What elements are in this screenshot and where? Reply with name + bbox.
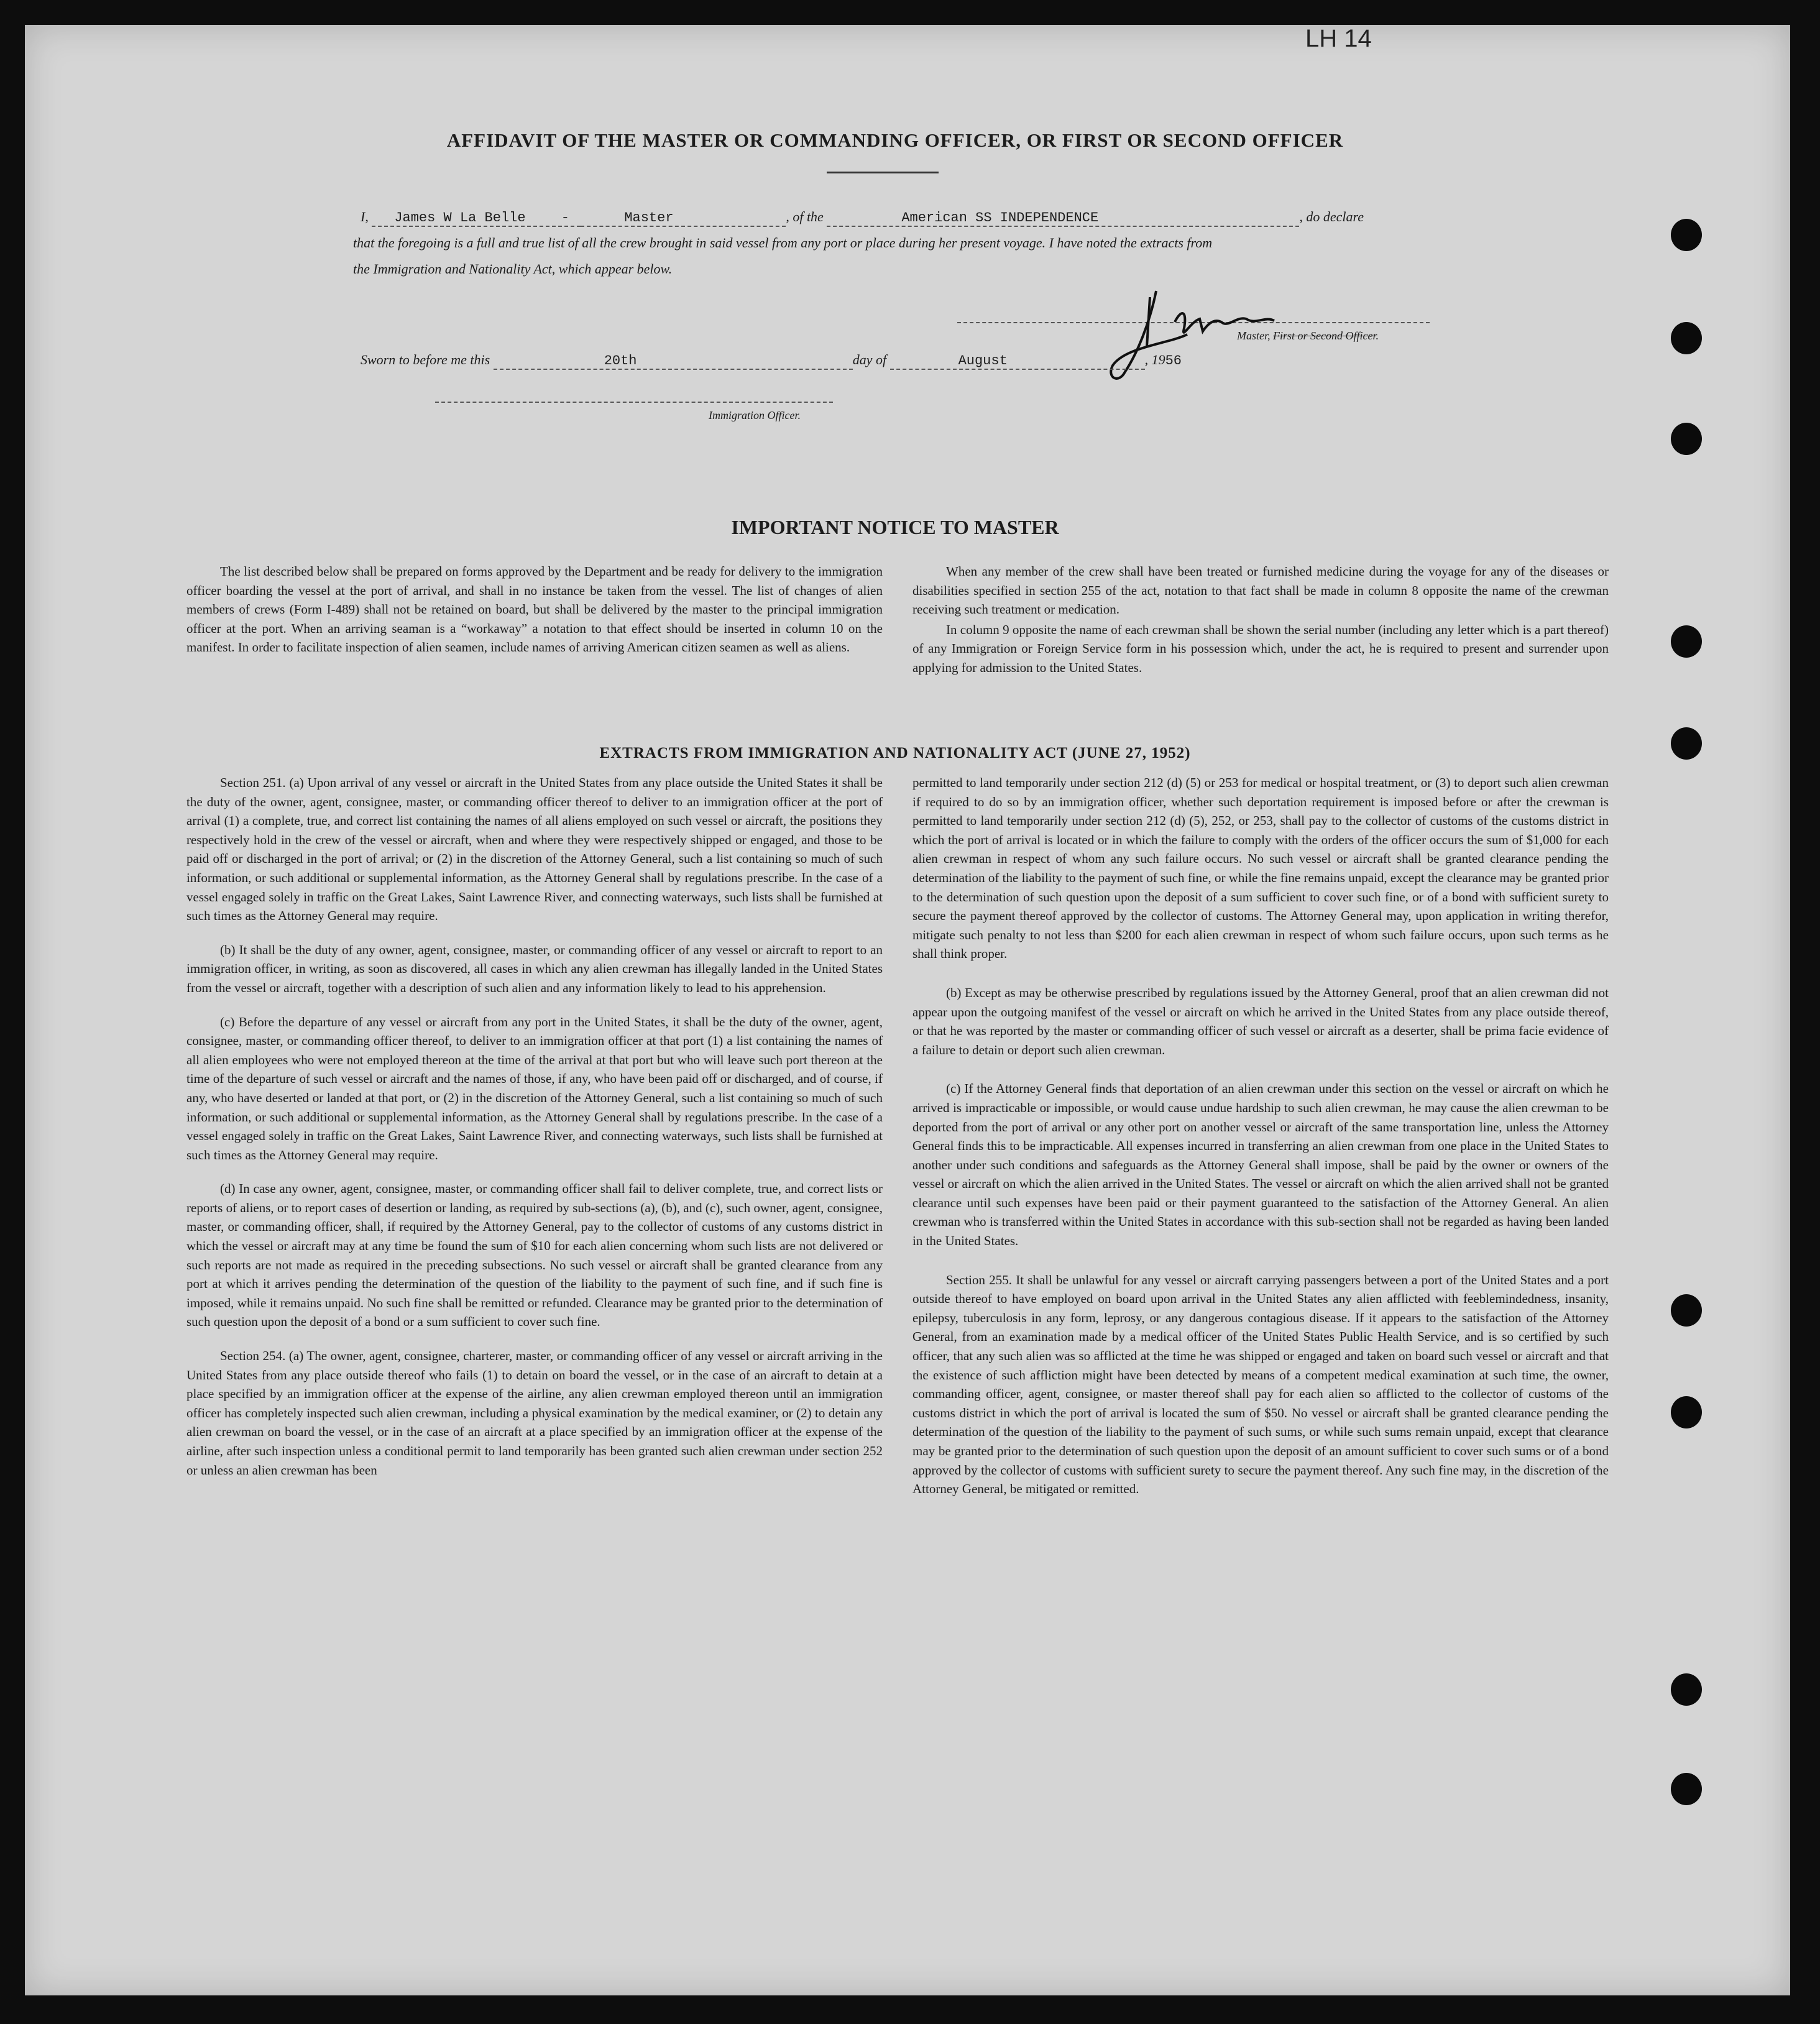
act-paragraph: (b) Except as may be otherwise prescribed by regulations issued by the Attorney General, proof that an alien crewman did not appear upon the outgoing manifest of the vessel or aircraft on which he arrived in the United States from any place outside thereof, or that he was reported by the master or commanding officer of such vessel or aircraft as a deserter, shall be prima facie evidence of a failure to detain or deport such alien crewman. [912,985,1609,1057]
punch-hole [1671,322,1702,354]
year-suffix: 56 [1165,353,1182,369]
act-paragraph: Section 251. (a) Upon arrival of any vessel or aircraft in the United States from any place outside the United States it shall be the duty of the owner, agent, consignee, master, or commanding officer thereof to deliver to an immigration officer at the port of arrival (1) a complete, true, and correct list containing the names of all aliens employed on such vessel or aircraft, the positions they respectively hold in the crew of the vessel or aircraft, when and where they were respectively shipped or engaged, and those to be paid off or discharged in the port of arrival; or (2) in the discretion of the Attorney General, such a list containing so much of such information, or such additional or supplemental information, as the Attorney General shall by regulations prescribe. In the case of a vessel engaged solely in traffic on the Great Lakes, Saint Lawrence River, and connecting waterways, such lists shall be furnished at such times as the Attorney General may require. [186,775,883,924]
sworn-day-value: 20th [604,353,637,369]
notice-paragraph: The list described below shall be prepared on forms approved by the Department and be ready for delivery to the immigration officer boarding the vessel at the port of arrival, and shall in no instance be taken from the vessel. The list of changes of alien members of crews (Form I-489) shall not be retained on board, but shall be delivered by the master to the principal immigration officer at the port. When an arriving seaman is a “workaway” a notation to that effect should be inserted in column 10 on the manifest. In order to facilitate inspection of alien seamen, include names of arriving American citizen seamen as well as aliens. [186,564,883,655]
act-paragraph: (b) It shall be the duty of any owner, agent, consignee, master, or commanding officer of any vessel or aircraft to report to an immigration officer, in writing, as soon as discovered, all cases in which any alien crewman has illegally landed in the United States from the vessel or aircraft, together with a description of such alien and any information likely to lead to his apprehension. [186,942,883,995]
master-name-value: James W La Belle [394,210,526,226]
notice-paragraph: In column 9 opposite the name of each crewman shall be shown the serial number (including any letter which is a part thereof) of any Immigration or Foreign Service form in his possession which, under the act, he is required to present and surrender upon applying for admission to the United States. [912,622,1609,675]
act-paragraph: (c) Before the departure of any vessel or aircraft from any port in the United States, it shall be the duty of the owner, agent, consignee, master, or commanding officer thereof, to deliver to an immigration officer at that port (1) a list containing the names of all alien employees who were not employed thereon at the time of the arrival at that port but who will leave such port thereon at the time of the departure of such vessel or aircraft and the names of those, if any, who have been paid off or discharged, and of course, if any, who have deserted or landed at that port, or (2) in the discretion of the Attorney General, such a list containing so much of such information, or such additional or supplemental information, as the Attorney General shall by regulations prescribe. In the case of a vessel engaged solely in traffic on the Great Lakes, Saint Lawrence River, and connecting waterways, such lists shall be furnished at such times as the Attorney General may require. [186,1014,883,1162]
notice-title: IMPORTANT NOTICE TO MASTER [731,516,1059,538]
act-paragraph: Section 255. It shall be unlawful for any vessel or aircraft carrying passengers between a port of the United States and a port outside thereof to have employed on board upon arrival in the United States any alien afflicted with feeblemindedness, insanity, epilepsy, tuberculosis in any form, leprosy, or any dangerous contagious disease. If it appears to the satisfaction of the Attorney General, from an examination made by a medical officer of the United States Public Health Service, and is so certified by such officer, that any such alien was so afflicted at the time he was shipped or engaged and taken on board such vessel or aircraft and that the existence of such affliction might have been detected by means of a competent medical examination at such time, the owner, commanding officer, agent, consignee, or master thereof shall pay for each alien so afflicted to the collector of customs of the customs district in which the port of arrival is located the sum of $50. No vessel or aircraft shall be granted clearance pending the determination of the question of the liability to the payment of such sums, or while such sums remain unpaid, except that clearance may be granted prior to the determination of such question upon the deposit of an amount sufficient to cover such sums or of a bond approved by the collector of customs with sufficient surety to secure the payment thereof. Any such fine may, in the discretion of the Attorney General, be mitigated or remitted. [912,1272,1609,1497]
punch-hole [1671,423,1702,455]
page-title: AFFIDAVIT OF THE MASTER OR COMMANDING OFFICER, OR FIRST OR SECOND OFFICER [446,129,1344,151]
corner-mark: LH 14 [1305,25,1372,52]
sworn-month-value: August [958,353,1008,369]
punch-hole [1671,727,1702,760]
extracts-left-column [186,773,883,1494]
notice-right-column [912,562,1609,692]
declaration-prefix: I, [361,209,369,224]
punch-hole [1671,1294,1702,1327]
of-the-text: , of the [786,209,824,224]
punch-hole [1671,1773,1702,1805]
sworn-day-field [494,353,853,370]
act-paragraph: Section 254. (a) The owner, agent, consignee, charterer, master, or commanding officer of any vessel or aircraft arriving in the United States from any place outside thereof who fails (1) to detain on board the vessel, or in the case of an aircraft to detain at a place specified by an immigration officer at the expense of the airline, any alien crewman employed thereon until an immigration officer has completely inspected such alien crewman, including a physical examination by the medical examiner, or (2) to detain any alien crewman on board the vessel, or in the case of an aircraft at a place specified by an immigration officer at the expense of the airline, after such inspection unless a conditional permit to land temporarily has been granted such alien crewman under section 252 or unless an alien crewman has been [186,1348,883,1478]
rank-field [581,210,786,227]
vessel-field [827,210,1299,227]
title-divider [827,172,939,173]
declaration-line-3: the Immigration and Nationality Act, which appear below. [353,261,673,277]
master-name-field [372,210,581,227]
signature-caption [1237,329,1379,343]
notice-left-column [186,562,883,672]
sworn-month-field [890,353,1145,370]
extracts-title: EXTRACTS FROM IMMIGRATION AND NATIONALITY ACT (JUNE 27, 1952) [599,745,1191,761]
vessel-value: American SS INDEPENDENCE [901,210,1099,226]
sworn-prefix: Sworn to before me this [361,352,490,367]
immigration-officer-line [435,402,833,403]
notice-paragraph: When any member of the crew shall have been treated or furnished medicine during the voyage for any of the diseases or disabilities specified in section 255 of the act, notation to that fact shall be made in column 8 opposite the name of the crewman receiving such treatment or medication. [912,564,1609,617]
punch-hole [1671,1673,1702,1706]
signature-label-end: . [1376,329,1379,342]
act-paragraph: permitted to land temporarily under section 212 (d) (5) or 253 for medical or hospital treatment, or (3) to deport such alien crewman if required to do so by an immigration officer, whether such deportation requirement is imposed before or after the crewman is permitted to land temporarily under section 212 (d) (5), 252, or 253, shall pay to the collector of customs of the customs district in which the port of arrival is located or in which the failure to comply with the orders of the officer occurs the sum of $1,000 for each alien crewman in respect of whom any such failure occurs. No such vessel or aircraft shall be granted clearance pending the determination of the liability to the payment of such fine, or while the fine remains unpaid, except the clearance may be granted prior to the determination of such question upon the deposit of a sum sufficient to cover such fine, or of a bond with sufficient surety to secure the payment thereof approved by the collector of customs. The Attorney General may, upon application in writing therefor, mitigate such penalty to not less than $200 for each alien crewman in respect of whom such failure occurs, upon such terms as he shall think proper. [912,775,1609,962]
punch-hole [1671,625,1702,658]
punch-hole [1671,219,1702,251]
declaration-line-2: that the foregoing is a full and true list of all the crew brought in said vessel from any port or place during her present voyage. I have noted the extracts from [353,235,1213,251]
year-prefix: , 19 [1144,352,1165,367]
act-paragraph: (c) If the Attorney General finds that deportation of an alien crewman under this section on the vessel or aircraft on which he arrived is impracticable or impossible, or would cause undue hardship to such alien crewman, he may cause the alien crewman to be deported from the port of arrival or any other port on another vessel or aircraft of the same transportation line, unless the Attorney General finds this to be impracticable. All expenses incurred in transferring an alien crewman from one place in the United States to another under such conditions and safeguards as the Attorney General shall impose, shall be paid by the owner or owners of the vessel or aircraft on which the alien arrived in the United States. The vessel or aircraft on which the alien arrived shall not be granted clearance until such expenses have been paid or their payment guaranteed to the satisfaction of the Attorney General. An alien crewman who is transferred within the United States in accordance with this sub-section shall not be regarded as having been landed in the United States. [912,1081,1609,1249]
act-paragraph: (d) In case any owner, agent, consignee, master, or commanding officer shall fail to deliver complete, true, and correct lists or reports of aliens, or to report cases of desertion or landing, as required by sub-sections (a), (b), and (c), such owner, agent, consignee, master, or commanding officer, shall, if required by the Attorney General, pay to the collector of customs of any customs district in which the vessel or aircraft may at any time be found the sum of $10 for each alien concerning whom such lists are not delivered or such reports are not made as required in the preceding subsections. No such vessel or aircraft shall be granted clearance from any port at which it arrives pending the determination of the question of the liability to the payment of such fine, and if such fine is imposed, while it remains unpaid. No such fine shall be remitted or refunded. Clearance may be granted prior to the determination of such question upon the deposit of a bond or a sum sufficient to cover such fine. [186,1181,883,1330]
signature-label-master: Master, [1237,329,1271,342]
immigration-officer-label: Immigration Officer. [709,409,801,421]
extracts-right-column [912,773,1609,1514]
day-of-text: day of [852,352,887,367]
signature-label-struck: First or Second Officer [1273,329,1376,342]
punch-hole [1671,1396,1702,1428]
do-declare-text: , do declare [1299,209,1364,224]
sworn-line [361,352,1182,370]
document-sheet [25,25,1790,1995]
declaration-line-1 [361,209,1364,227]
name-dash: - [561,210,569,226]
rank-value: Master [624,210,674,226]
